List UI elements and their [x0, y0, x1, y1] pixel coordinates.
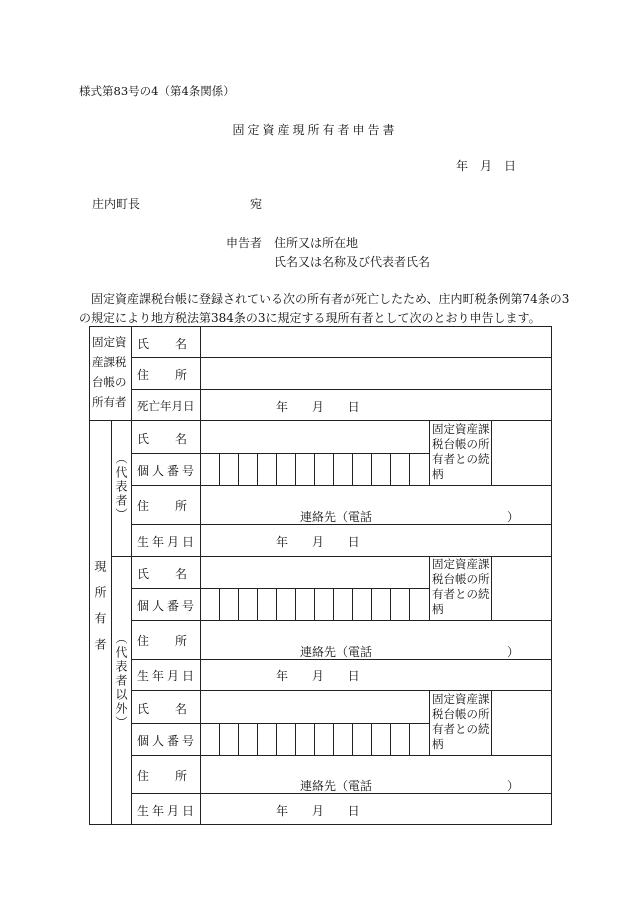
rep-contact-label: 連絡先（電話: [300, 510, 373, 524]
other1-contact-close: ）: [507, 645, 520, 659]
other1-address-label: 住所: [137, 634, 214, 648]
other1-contact-label: 連絡先（電話: [300, 645, 373, 659]
other2-number-label: 個人番号: [137, 734, 198, 748]
other2-address-label: 住所: [137, 769, 214, 783]
form-number: 様式第83号の4（第4条関係）: [79, 84, 235, 98]
other1-birth-label: 生年月日: [137, 669, 198, 683]
declaration-line-2: の規定により地方税法第384条の3に規定する現所有者として次のとおり申告します。: [79, 311, 541, 325]
other1-name-label: 氏名: [137, 567, 214, 581]
applicant-label: 申告者: [226, 236, 263, 250]
other1-birth-value: 年 月 日: [276, 669, 360, 683]
other1-number-label: 個人番号: [137, 599, 198, 613]
other2-birth-label: 生年月日: [137, 804, 198, 818]
rep-number-label: 個人番号: [137, 464, 198, 478]
registered-owner-name-label: [137, 335, 214, 352]
applicant-name-label: 氏名又は名称及び代表者氏名: [274, 255, 431, 269]
rep-relation-label: 固定資産課税台帳の所有者との続柄: [432, 422, 490, 481]
document-title: 固定資産現所有者申告書: [232, 123, 398, 137]
current-owner-group-label: 現所有者: [93, 560, 107, 664]
addressee: 庄内町長: [92, 197, 141, 211]
rep-address-label: 住所: [137, 499, 214, 513]
declaration-line-1: 固定資産課税台帳に登録されている次の所有者が死亡したため、庄内町税条例第74条の3: [91, 292, 570, 306]
other2-name-label: 氏名: [137, 702, 214, 716]
applicant-address-label: 住所又は所在地: [274, 236, 359, 250]
rep-name-label: 氏名: [137, 432, 214, 446]
non-representative-label: （代表者以外）: [114, 632, 128, 730]
registered-owner-group-label: 固定資産課税台帳の所有者: [92, 335, 127, 409]
registered-owner-name-label-text: 氏名: [137, 337, 214, 351]
rep-birth-label: 生年月日: [137, 535, 198, 549]
other2-contact-label: 連絡先（電話: [300, 779, 373, 793]
filing-date: 年 月 日: [456, 159, 517, 173]
other2-relation-label: 固定資産課税台帳の所有者との続柄: [432, 692, 490, 751]
rep-birth-value: 年 月 日: [276, 535, 360, 549]
death-date-value: 年 月 日: [276, 400, 360, 414]
registered-owner-address-label: 住所: [137, 368, 214, 382]
representative-label: （代表者）: [114, 452, 128, 522]
other1-relation-label: 固定資産課税台帳の所有者との続柄: [432, 557, 490, 616]
addressee-suffix: 宛: [250, 197, 263, 211]
other2-birth-value: 年 月 日: [276, 804, 360, 818]
death-date-label: 死亡年月日: [137, 399, 195, 413]
declaration-text: [79, 290, 570, 328]
other2-contact-close: ）: [507, 779, 520, 793]
rep-contact-close: ）: [507, 510, 520, 524]
